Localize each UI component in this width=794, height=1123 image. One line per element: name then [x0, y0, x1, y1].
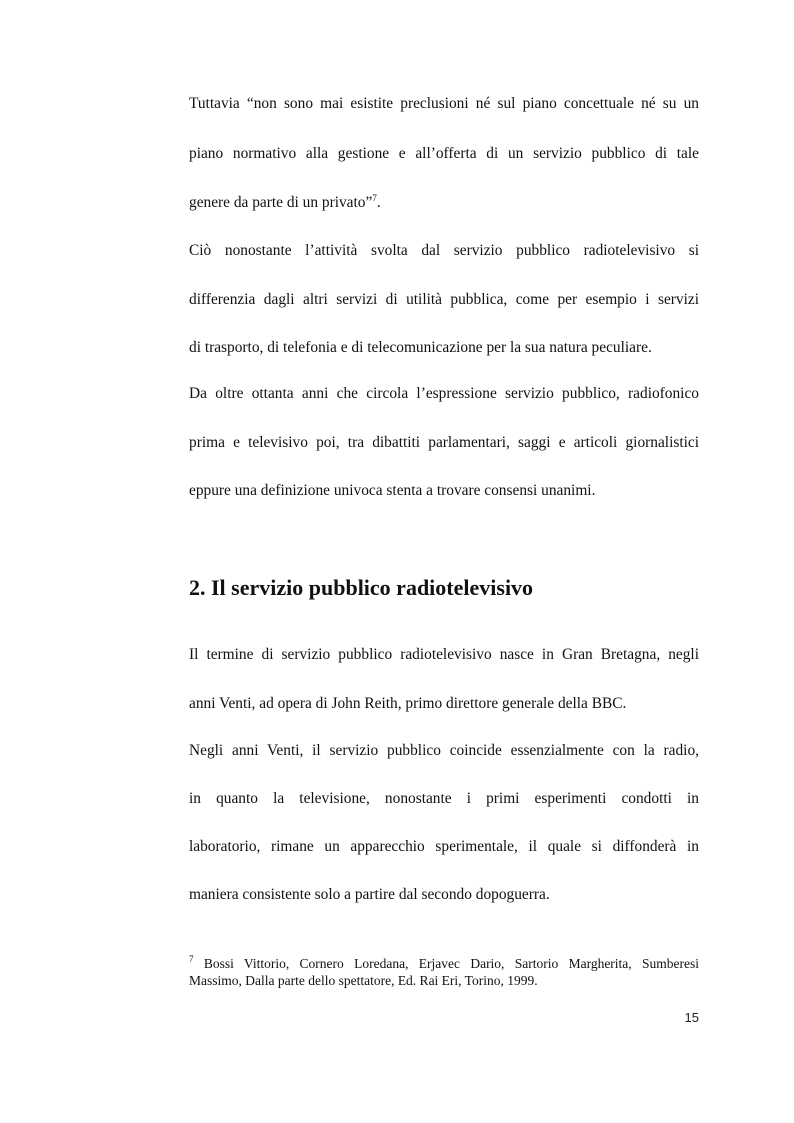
paragraph-line: Il termine di servizio pubblico radiotelevisivo nasce in Gran Bretagna, negli — [189, 646, 699, 663]
paragraph-line: piano normativo alla gestione e all’offerta di un servizio pubblico di tale — [189, 145, 699, 162]
paragraph-line: maniera consistente solo a partire dal secondo dopoguerra. — [189, 886, 550, 903]
footnote-line: Massimo, Dalla parte dello spettatore, Ed. Rai Eri, Torino, 1999. — [189, 973, 538, 988]
paragraph-line: Da oltre ottanta anni che circola l’espressione servizio pubblico, radiofonico — [189, 385, 699, 402]
paragraph-line: differenzia dagli altri servizi di utilità pubblica, come per esempio i servizi — [189, 291, 699, 308]
paragraph-text: genere da parte di un privato” — [189, 194, 373, 211]
paragraph-line: laboratorio, rimane un apparecchio sperimentale, il quale si diffonderà in — [189, 838, 699, 855]
footnote-text: Bossi Vittorio, Cornero Loredana, Erjavec Dario, Sartorio Margherita, Sumberesi — [203, 956, 699, 971]
footnote-number: 7 — [189, 954, 194, 964]
footnote-line — [189, 955, 699, 972]
paragraph-line: in quanto la televisione, nonostante i primi esperimenti condotti in — [189, 790, 699, 807]
page-number: 15 — [684, 1010, 699, 1025]
paragraph-line: Negli anni Venti, il servizio pubblico coincide essenzialmente con la radio, — [189, 742, 699, 759]
paragraph-line: Ciò nonostante l’attività svolta dal servizio pubblico radiotelevisivo si — [189, 242, 699, 259]
sentence-end: . — [376, 194, 381, 211]
section-heading: 2. Il servizio pubblico radiotelevisivo — [189, 575, 534, 600]
paragraph-line-with-footnote — [189, 193, 699, 213]
paragraph-line: anni Venti, ad opera di John Reith, primo direttore generale della BBC. — [189, 695, 627, 712]
paragraph-line: prima e televisivo poi, tra dibattiti parlamentari, saggi e articoli giornalistici — [189, 434, 699, 451]
footnote — [189, 955, 699, 989]
paragraph-line: eppure una definizione univoca stenta a trovare consensi unanimi. — [189, 482, 596, 499]
footnote-reference: 7 — [372, 193, 377, 203]
paragraph-line: Tuttavia “non sono mai esistite preclusioni né sul piano concettuale né su un — [189, 95, 699, 112]
paragraph-line: di trasporto, di telefonia e di telecomunicazione per la sua natura peculiare. — [189, 339, 652, 356]
